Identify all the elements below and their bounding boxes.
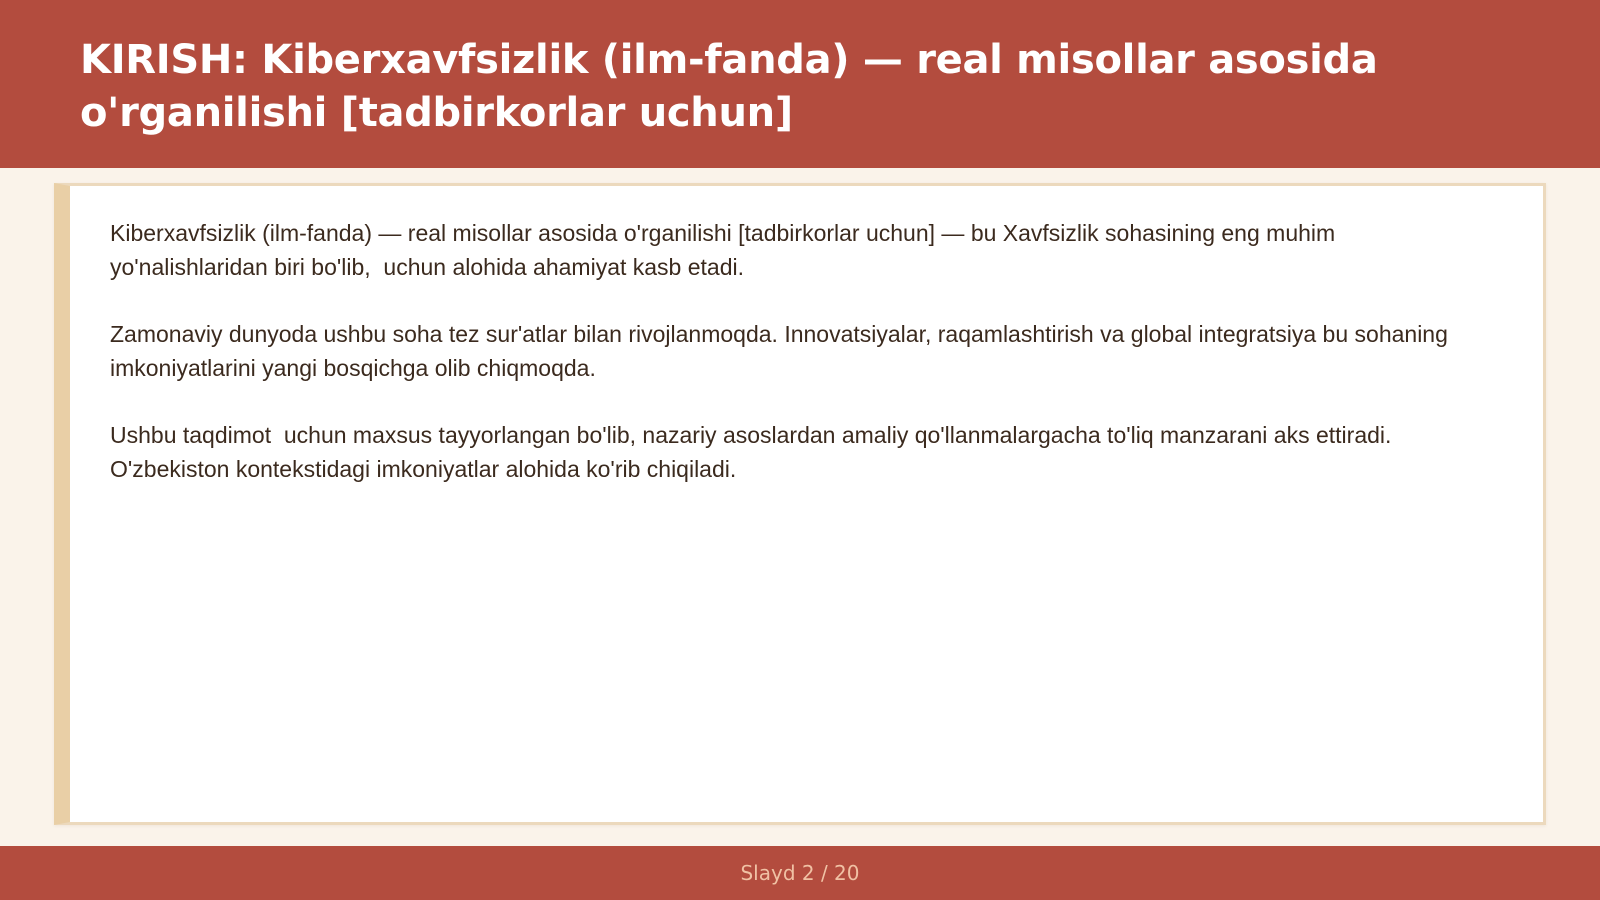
content-card [54, 183, 1546, 825]
slide-title-line-1: KIRISH: Kiberxavfsizlik (ilm-fanda) — real misollar asosida [80, 37, 1378, 83]
slide-title [80, 34, 1520, 140]
slide-title-line-2: o'rganilishi [tadbirkorlar uchun] [80, 90, 793, 136]
intro-paragraph-3: Ushbu taqdimot uchun maxsus tayyorlangan bo'lib, nazariy asoslardan amaliy qo'llanmalargacha to'liq manzarani aks ettiradi. O'zbekiston kontekstidagi imkoniyatlar alohida ko'rib chiqiladi. [110, 422, 1398, 482]
slide-header [0, 0, 1600, 168]
slide-number: Slayd 2 / 20 [740, 861, 860, 885]
slide-footer [0, 846, 1600, 900]
intro-paragraph-2: Zamonaviy dunyoda ushbu soha tez sur'atlar bilan rivojlanmoqda. Innovatsiyalar, raqamlashtirish va global integratsiya bu sohaning imkoniyatlarini yangi bosqichga olib chiqmoqda. [110, 321, 1455, 381]
intro-paragraph-1: Kiberxavfsizlik (ilm-fanda) — real misollar asosida o'rganilishi [tadbirkorlar uchun] — bu Xavfsizlik sohasining eng muhim yo'nalishlaridan biri bo'lib, uchun alohida ahamiyat kasb etadi. [110, 220, 1342, 280]
